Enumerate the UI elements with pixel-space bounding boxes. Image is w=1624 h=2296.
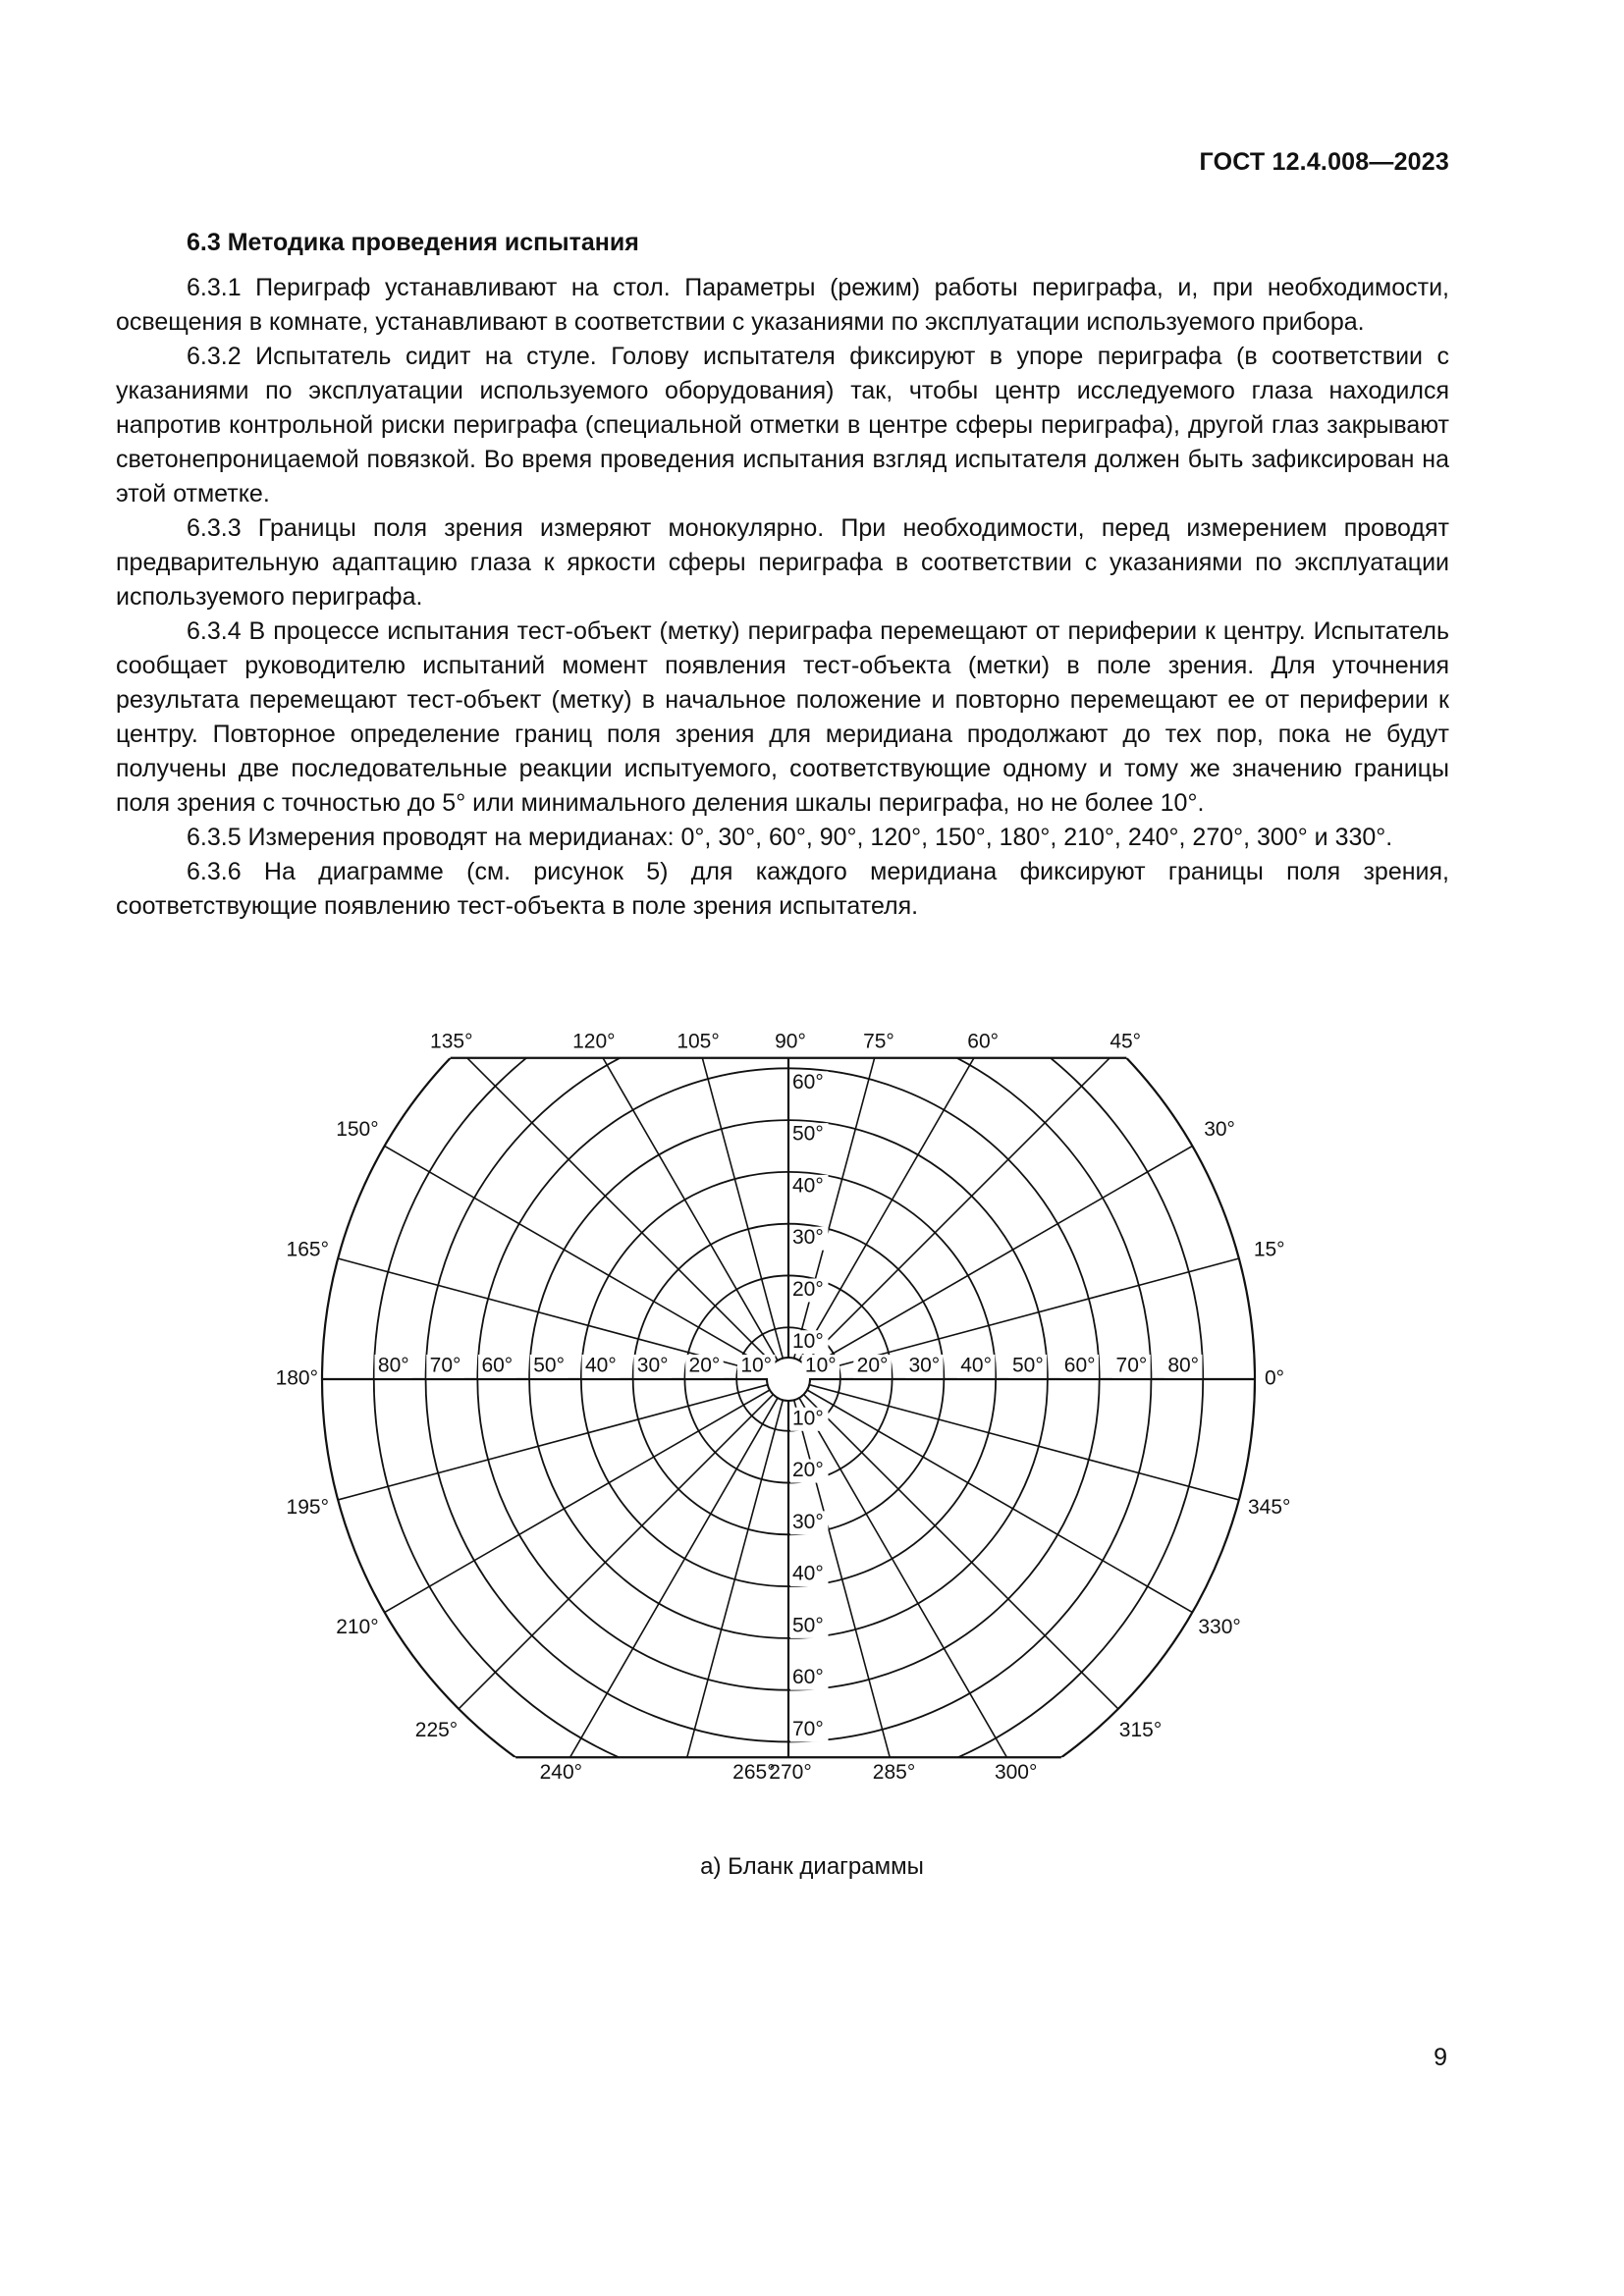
meridian-label-285: 285° [872,1760,916,1784]
meridian-label-165: 165° [286,1238,329,1261]
scale-down-40: 40° [792,1562,824,1585]
meridian-label-150: 150° [336,1118,379,1142]
scale-down-30: 30° [792,1510,824,1533]
paragraph-6-3-5: 6.3.5 Измерения проводят на меридианах: 0°, 30°, 60°, 90°, 120°, 150°, 180°, 210°, 240°, 270°, 300° и 330°. [187,824,1393,851]
scale-right-50: 50° [1012,1354,1044,1377]
scale-up-20: 20° [792,1277,824,1301]
meridian-label-345: 345° [1248,1495,1291,1519]
meridian-label-315: 315° [1118,1719,1163,1742]
scale-left-60: 60° [481,1354,514,1377]
meridian-15 [809,1234,1316,1373]
meridian-label-240: 240° [539,1760,583,1784]
meridian-label-0: 0° [1265,1366,1285,1390]
scale-left-40: 40° [585,1354,617,1377]
scale-left-70: 70° [429,1354,461,1377]
paragraph-6-3-4: 6.3.4 В процессе испытания тест-объект (метку) периграфа перемещают от периферии к центру. Испытатель сообщает руководителю испытаний момент появления тест-объекта (метки) в поле зрения. Для уточнения результата перемещают тест-объект (метку) в начальное положение и повторно перемещают ее от периферии к центру. Повторное определение границ поля зрения для меридиана продолжают до тех пор, пока не будут получены две последовательные реакции испытуемого, соответствующие одному и тому же значению границы поля зрения с точностью до 5° или минимального деления шкалы периграфа, но не более 10°. [116,617,1449,817]
meridian-label-210: 210° [336,1616,379,1639]
scale-down-50: 50° [792,1614,824,1637]
scale-right-10: 10° [804,1354,837,1377]
meridian-225 [393,1395,773,1775]
paragraph-6-3-6: 6.3.6 На диаграмме (см. рисунок 5) для каждого меридиана фиксируют границы поля зрения, соответствующие появлению тест-объекта в поле зрения испытателя. [116,858,1449,920]
scale-right-30: 30° [908,1354,941,1377]
figure-caption: а) Бланк диаграммы [700,1853,924,1880]
meridian-240 [509,1398,778,1796]
scale-up-10: 10° [792,1329,824,1353]
meridian-label-180: 180° [275,1366,318,1390]
scale-left-50: 50° [533,1354,565,1377]
paragraph-6-3-3: 6.3.3 Границы поля зрения измеряют монокулярно. При необходимости, перед измерением проводят предварительную адаптацию глаза к яркости сферы периграфа в соответствии с указаниями по эксплуатации используемого периграфа. [116,514,1449,611]
meridian-label-135: 135° [430,1031,473,1053]
meridian-label-90: 90° [775,1031,806,1053]
body-text [116,271,1449,924]
scale-up-30: 30° [792,1226,824,1250]
meridian-label-270: 270° [769,1760,812,1784]
document-number: ГОСТ 12.4.008—2023 [1199,148,1449,176]
page-number: 9 [1434,2044,1447,2071]
meridian-120 [509,1031,778,1361]
scale-right-20: 20° [856,1354,889,1377]
meridian-label-15: 15° [1253,1238,1285,1261]
scale-down-70: 70° [792,1717,824,1740]
meridian-label-265: 265° [732,1760,776,1784]
scale-down-10: 10° [792,1407,824,1430]
diagram-labels [276,1031,1291,1784]
scale-right-70: 70° [1115,1354,1148,1377]
meridian-label-105: 105° [677,1031,720,1053]
visual-field-diagram [275,1031,1316,1796]
meridian-label-225: 225° [414,1719,459,1742]
scale-left-30: 30° [636,1354,669,1377]
meridian-label-330: 330° [1198,1616,1241,1639]
scale-down-60: 60° [792,1666,824,1689]
meridian-255 [643,1400,783,1796]
scale-up-50: 50° [792,1122,824,1146]
scale-left-20: 20° [688,1354,721,1377]
meridian-label-120: 120° [572,1031,616,1053]
meridian-label-75: 75° [863,1031,894,1053]
scale-up-40: 40° [792,1174,824,1198]
scale-left-80: 80° [377,1354,409,1377]
paragraph-6-3-1: 6.3.1 Периграф устанавливают на стол. Параметры (режим) работы периграфа, и, при необходимости, освещения в комнате, устанавливают в соответствии с указаниями по эксплуатации используемого прибора. [116,274,1449,336]
meridian-label-45: 45° [1110,1031,1142,1053]
scale-down-20: 20° [792,1459,824,1482]
scale-right-40: 40° [960,1354,992,1377]
scale-right-80: 80° [1167,1354,1200,1377]
scale-up-60: 60° [792,1070,824,1094]
meridian-300 [799,1398,1068,1796]
meridian-label-300: 300° [994,1760,1038,1784]
scale-right-60: 60° [1063,1354,1096,1377]
meridian-60 [799,1031,1068,1361]
meridian-label-195: 195° [286,1495,329,1519]
meridian-label-60: 60° [967,1031,1000,1053]
meridian-label-30: 30° [1204,1118,1235,1142]
meridian-315 [804,1395,1184,1775]
section-title: 6.3 Методика проведения испытания [187,229,639,256]
scale-left-10: 10° [740,1354,773,1377]
paragraph-6-3-2: 6.3.2 Испытатель сидит на стуле. Голову испытателя фиксируют в упоре периграфа (в соответствии с указаниями по эксплуатации используемого оборудования) так, чтобы центр исследуемого глаза находился напротив контрольной риски периграфа (специальной отметки в центре сферы периграфа), другой глаз закрывают светонепроницаемой повязкой. Во время проведения испытания взгляд испытателя должен быть зафиксирован на этой отметке. [116,343,1449,507]
meridian-345 [809,1385,1316,1524]
